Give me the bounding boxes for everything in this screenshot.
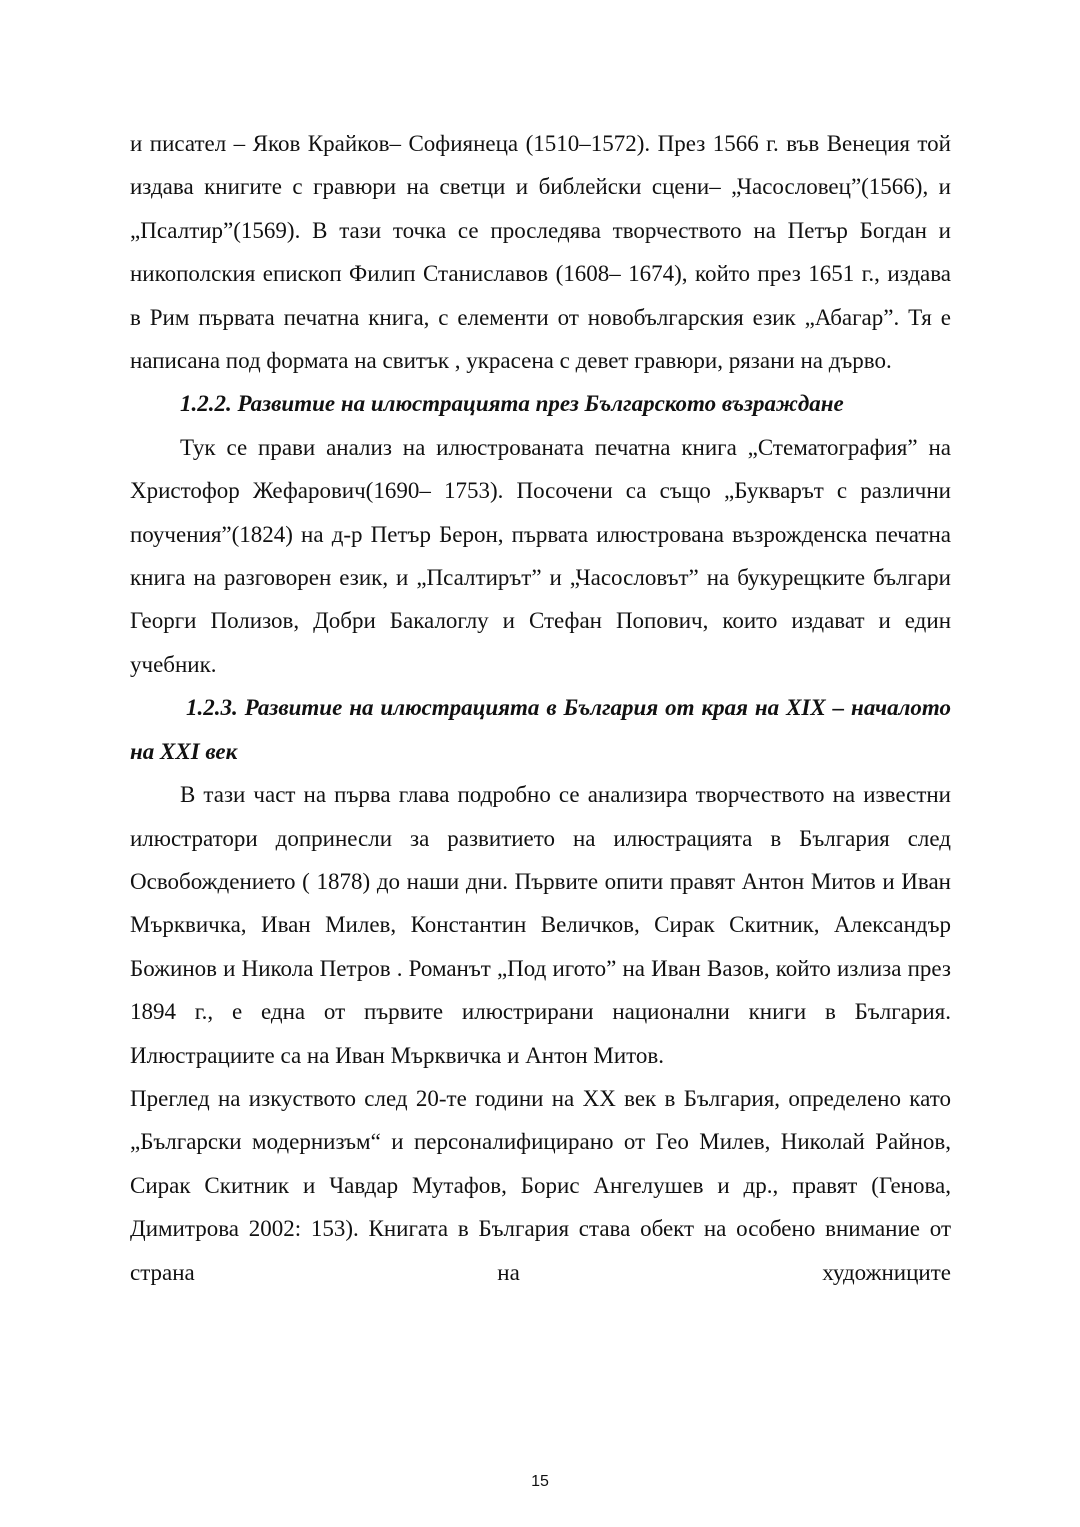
page-number: 15 <box>531 1473 549 1490</box>
paragraph-abagar: и писател – Яков Крайков– Софиянеца (1510–1572). През 1566 г. във Венеция той издава книгите с гравюри на светци и библейски сцени– „Часословец”(1566), и „Псалтир”(1569). В тази точка се проследява творчеството на Петър Богдан и никополския епископ Филип Станиславов (1608– 1674), който през 1651 г., издава в Рим първата печатна книга, с елементи от новобългарския език „Абагар”. Тя е написана под формата на свитък , украсена с девет гравюри, рязани на дърво. <box>130 131 951 374</box>
page-body <box>130 122 951 1294</box>
paragraph-stematografia: Тук се прави анализ на илюстрованата печатна книга „Стематография” на Христофор Жефарович(1690– 1753). Посочени са също „Букварът с различни поучения”(1824) на д-р Петър Берон, първата илюстрована възрожденска печатна книга на разговорен език, и „Псалтирът” и „Часословът” на букурещките българи Георги Полизов, Добри Бакалоглу и Стефан Попович, които издават и един учебник. <box>130 434 951 677</box>
heading-1-2-2: 1.2.2. Развитие на илюстрацията през Българското възраждане <box>180 391 844 417</box>
paragraph-modernism: Преглед на изкуството след 20-те години на XX век в България, определено като „Български модернизъм“ и персоналифицирано от Гео Милев, Николай Райнов, Сирак Скитник и Чавдар Мутафов, Борис Ангелушев и др., правят (Генова, Димитрова 2002: 153). Книгата в България става обект на особено внимание от страна на художниците <box>130 1085 951 1285</box>
heading-1-2-3: 1.2.3. Развитие на илюстрацията в България от края на XIX – началото на XXI век <box>130 695 951 764</box>
paragraph-illustrators: В тази част на първа глава подробно се анализира творчеството на известни илюстратори допринесли за развитието на илюстрацията в България след Освобождението ( 1878) до наши дни. Първите опити правят Антон Митов и Иван Мърквичка, Иван Милев, Константин Величков, Сирак Скитник, Александър Божинов и Никола Петров . Романът „Под игото” на Иван Вазов, който излиза през 1894 г., е една от първите илюстрирани национални книги в България. Илюстрациите са на Иван Мърквичка и Антон Митов. <box>130 782 951 1068</box>
